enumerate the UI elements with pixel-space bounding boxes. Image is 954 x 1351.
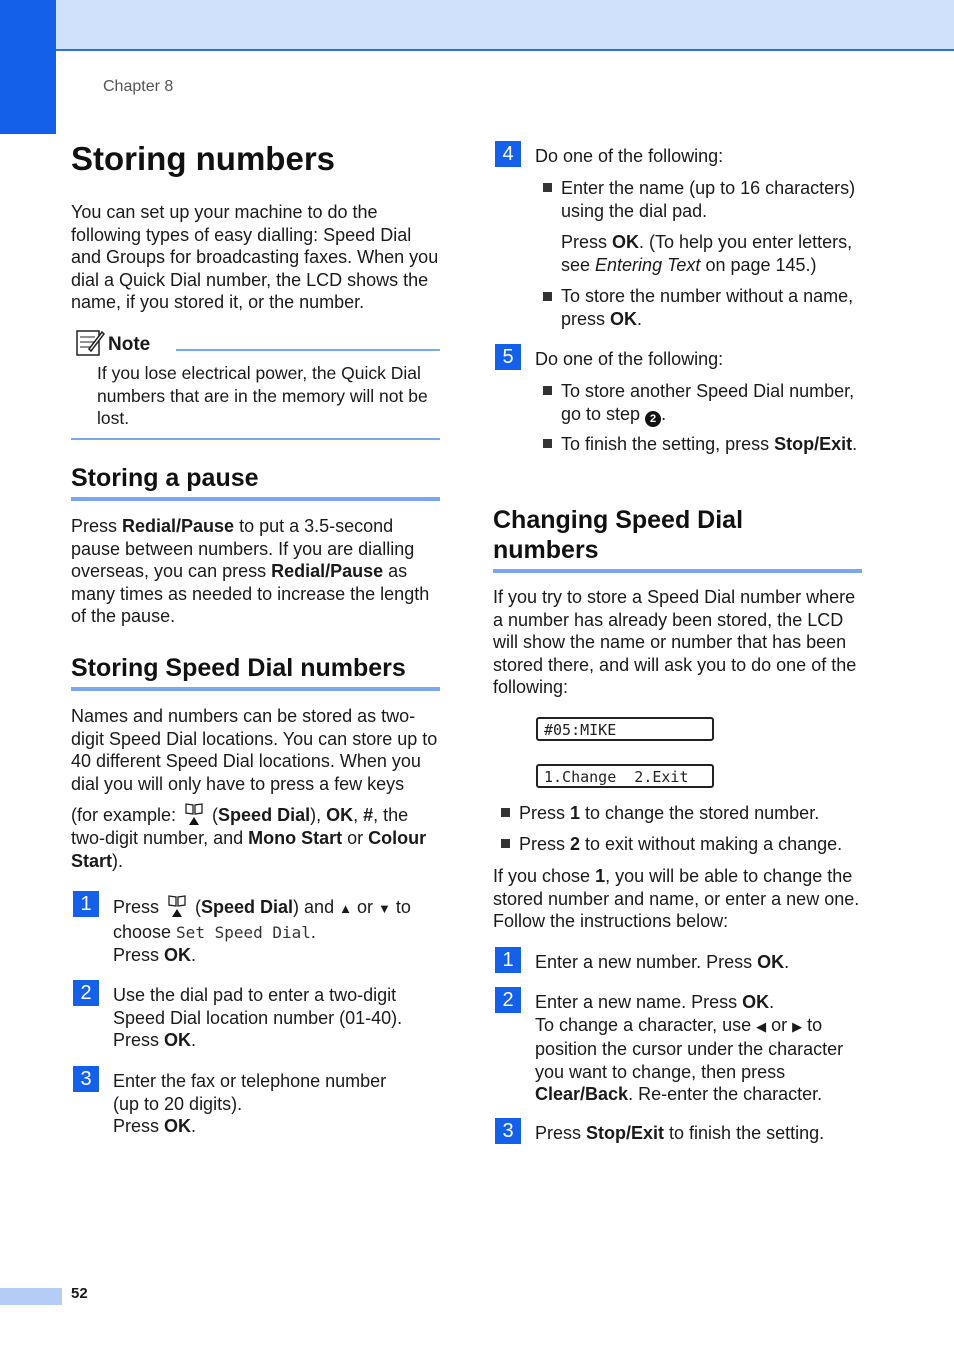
speed-dial-book-icon bbox=[167, 893, 187, 919]
note-rule bbox=[176, 349, 440, 351]
step-4-option-2: To store the number without a name, press OK. bbox=[561, 286, 854, 329]
step-number-5: 5 bbox=[495, 344, 521, 370]
step-1-text: Press (Speed Dial) and ▲ or ▼ to choose Set Speed Dial. Press OK. bbox=[113, 893, 443, 967]
step-reference-badge: 2 bbox=[645, 411, 661, 427]
change-step-2-text: Enter a new name. Press OK. To change a character, use ◀ or ▶ to position the cursor under the character you want to change, then press Clear/Back. Re-enter the character. bbox=[535, 992, 844, 1104]
bullet-square bbox=[501, 808, 510, 817]
step-number-2: 2 bbox=[73, 980, 99, 1006]
up-arrow-icon: ▲ bbox=[339, 901, 352, 916]
step-3-text: Enter the fax or telephone number (up to 20 digits). Press OK. bbox=[113, 1071, 387, 1136]
step-5-lead: Do one of the following: bbox=[535, 349, 724, 369]
section-rule bbox=[71, 497, 440, 501]
chose-paragraph: If you chose 1, you will be able to change the stored number and name, or enter a new one. Follow the instructions below: bbox=[493, 866, 860, 931]
bullet-square bbox=[543, 183, 552, 192]
pause-paragraph: Press Redial/Pause to put a 3.5-second pause between numbers. If you are dialling overseas, you can press Redial/Pause as many times as needed to increase the length of the pause. bbox=[71, 516, 430, 626]
changing-paragraph: If you try to store a Speed Dial number where a number has already been stored, the LCD will show the name or number that has been stored there, and will ask you to do one of the following: bbox=[493, 587, 857, 697]
bullet-square bbox=[501, 839, 510, 848]
step-5-option-1: To store another Speed Dial number, go to step 2 . bbox=[561, 380, 861, 427]
change-step-3-text: Press Stop/Exit to finish the setting. bbox=[535, 1123, 825, 1143]
speed-dial-paragraph: Names and numbers can be stored as two-digit Speed Dial locations. You can store up to 40 different Speed Dial locations. When you dial you will only have to press a few keys (for example: (Speed Dial), OK, #, the two-digit number, and Mono Start or Colour Start). bbox=[71, 706, 438, 871]
note-header bbox=[75, 327, 440, 357]
page-number: 52 bbox=[71, 1285, 88, 1302]
step-2-text: Use the dial pad to enter a two-digit Speed Dial location number (01-40). Press OK. bbox=[113, 985, 403, 1050]
change-step-number-1: 1 bbox=[495, 947, 521, 973]
step-number-3: 3 bbox=[73, 1066, 99, 1092]
note-label: Note bbox=[108, 334, 151, 355]
section-rule bbox=[71, 687, 440, 691]
page-title: Storing numbers bbox=[71, 140, 336, 177]
note-pencil-icon bbox=[75, 327, 105, 357]
section-rule bbox=[493, 569, 862, 573]
lcd-display-line-2: 1.Change 2.Exit bbox=[536, 764, 714, 788]
change-step-number-2: 2 bbox=[495, 987, 521, 1013]
chapter-tab bbox=[0, 0, 56, 134]
section-heading-pause: Storing a pause bbox=[71, 464, 259, 492]
option-press-1: Press 1 to change the stored number. bbox=[519, 803, 820, 823]
left-arrow-icon: ◀ bbox=[756, 1018, 767, 1034]
intro-paragraph: You can set up your machine to do the following types of easy dialling: Speed Dial and Groups for broadcasting faxes. When you dial a Quick Dial number, the LCD shows the name, if you stored it, or the number. bbox=[71, 202, 439, 312]
section-heading-speed-dial: Storing Speed Dial numbers bbox=[71, 654, 406, 682]
step-number-4: 4 bbox=[495, 141, 521, 167]
section-heading-changing: Changing Speed Dial numbers bbox=[493, 506, 744, 564]
step-number-1: 1 bbox=[73, 891, 99, 917]
right-arrow-icon: ▶ bbox=[792, 1018, 803, 1034]
change-step-number-3: 3 bbox=[495, 1118, 521, 1144]
bullet-square bbox=[543, 439, 552, 448]
speed-dial-book-icon bbox=[184, 801, 204, 827]
lcd-display-line-1: #05:MIKE bbox=[536, 717, 714, 741]
menu-setting-name: Set Speed Dial bbox=[176, 922, 311, 942]
bullet-square bbox=[543, 386, 552, 395]
note-text: If you lose electrical power, the Quick Dial numbers that are in the memory will not be lost. bbox=[97, 363, 428, 428]
step-5-option-2: To finish the setting, press Stop/Exit. bbox=[561, 434, 858, 454]
note-bottom-rule bbox=[71, 438, 440, 440]
bullet-square bbox=[543, 292, 552, 301]
down-arrow-icon: ▼ bbox=[377, 901, 391, 916]
step-4-option-1: Enter the name (up to 16 characters) using the dial pad. bbox=[561, 178, 856, 221]
step-4-option-1-press: Press OK. (To help you enter letters, see Entering Text on page 145.) bbox=[561, 232, 853, 275]
page-number-bar bbox=[0, 1288, 62, 1305]
option-press-2: Press 2 to exit without making a change. bbox=[519, 834, 843, 854]
header-band bbox=[0, 0, 954, 51]
change-step-1-text: Enter a new number. Press OK. bbox=[535, 952, 790, 972]
step-4-lead: Do one of the following: bbox=[535, 146, 724, 166]
chapter-label: Chapter 8 bbox=[103, 78, 174, 95]
